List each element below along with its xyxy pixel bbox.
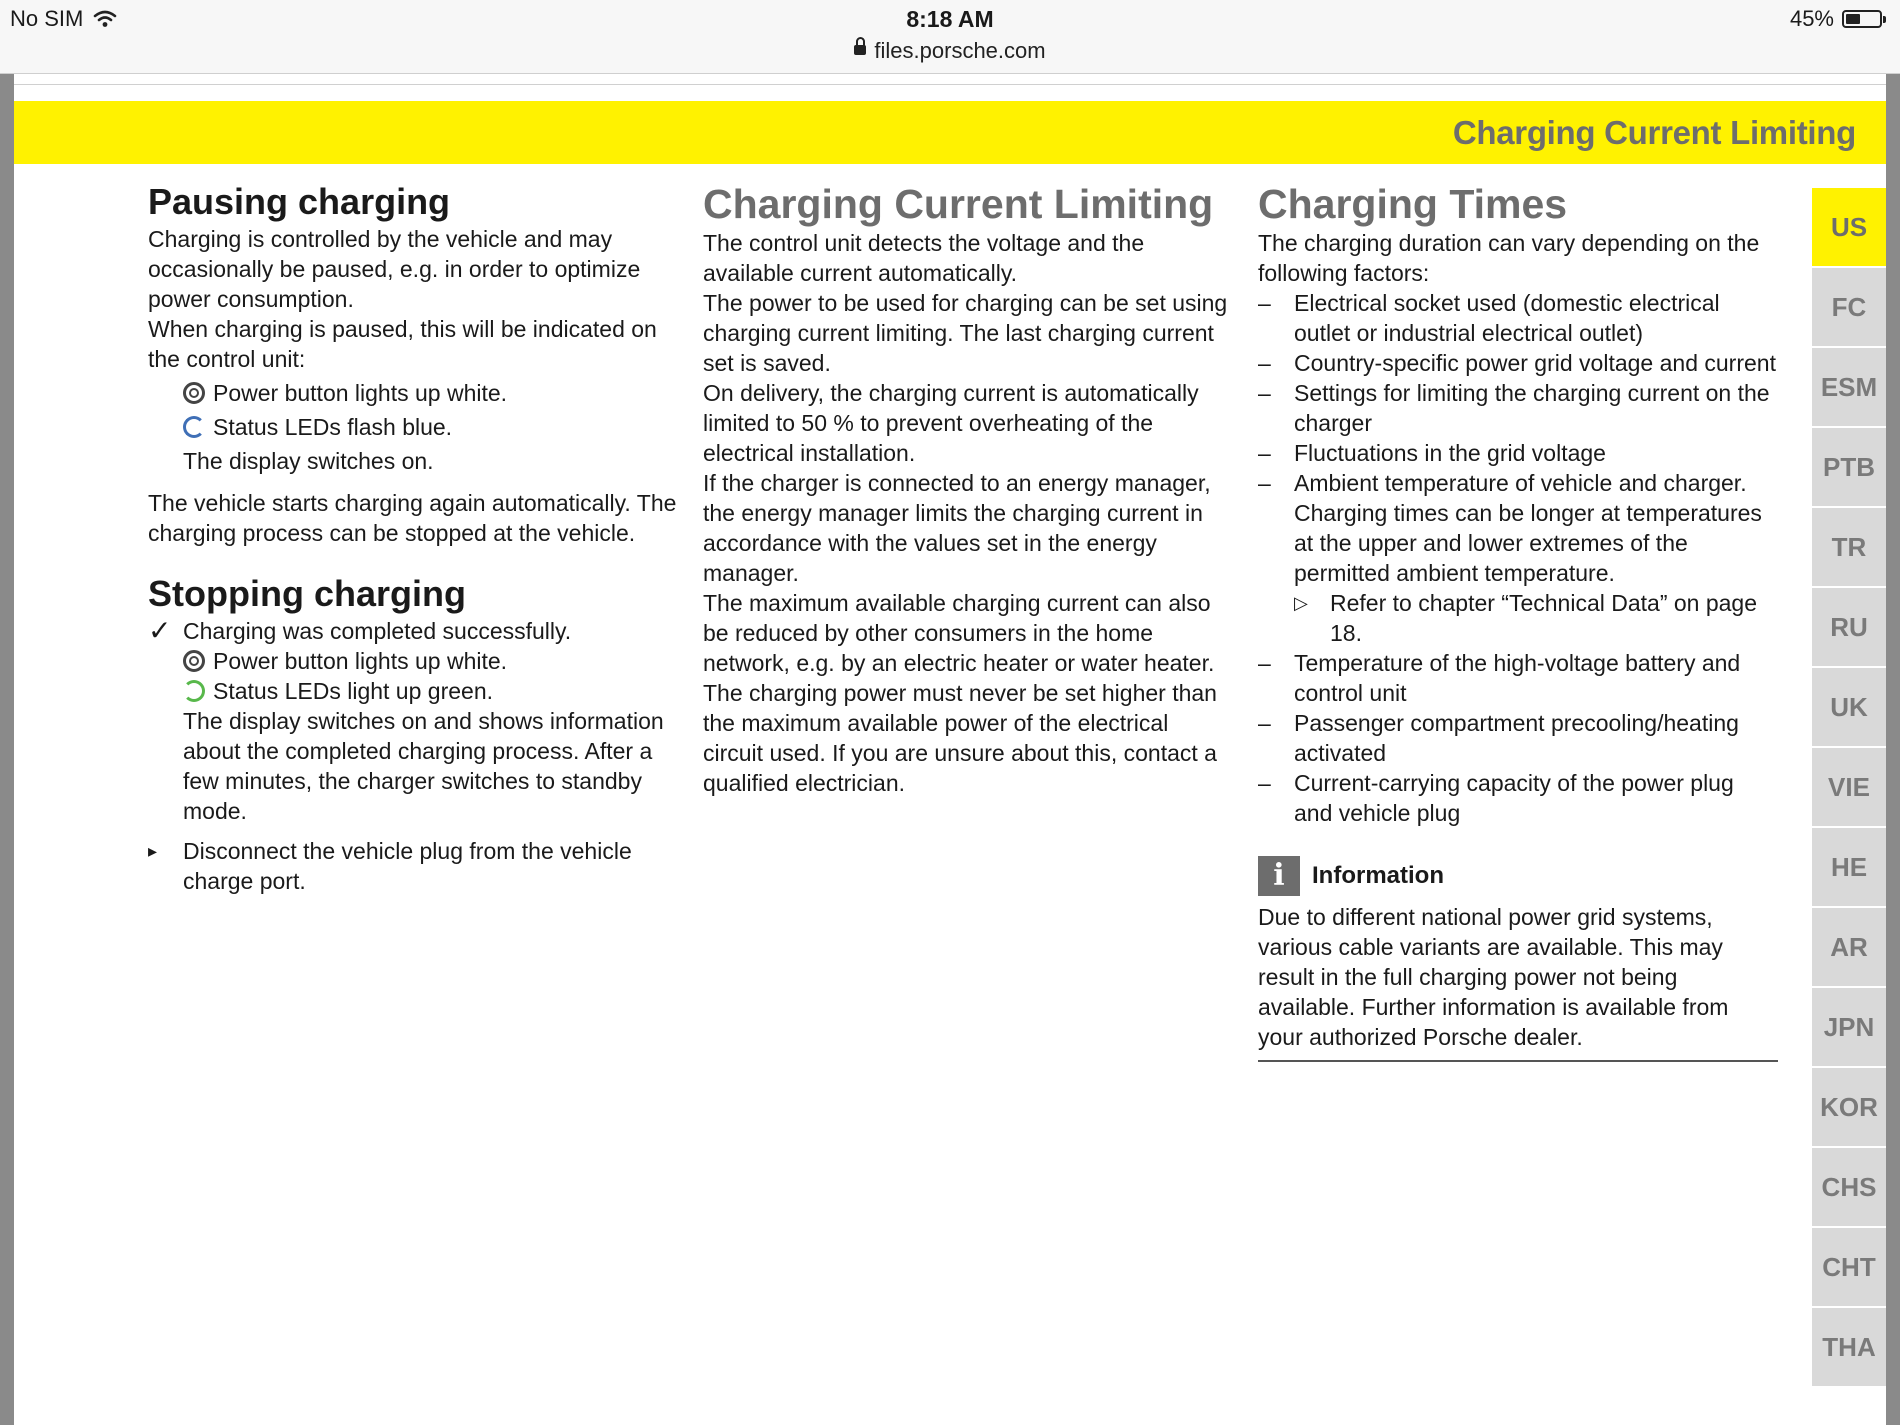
language-tabs (1812, 188, 1886, 1388)
factor-item (1258, 378, 1778, 438)
page-top-edge (14, 74, 1886, 85)
tab-jpn[interactable]: JPN (1812, 988, 1886, 1066)
tab-ar[interactable]: AR (1812, 908, 1886, 986)
status-bar (0, 0, 1900, 74)
pausing-leds-text: Status LEDs flash blue. (213, 414, 453, 440)
address-bar[interactable] (0, 38, 1900, 64)
factor-item (1258, 648, 1778, 708)
factor-item (1258, 288, 1778, 348)
stopping-completed-text: Charging was completed successfully. (183, 618, 572, 644)
dash-marker: – (1258, 710, 1271, 736)
carrier-label: No SIM (10, 6, 84, 31)
stopping-leds-text: Status LEDs light up green. (213, 678, 493, 704)
information-title: Information (1312, 862, 1444, 889)
dash-marker: – (1258, 350, 1271, 376)
url-text: files.porsche.com (874, 38, 1046, 63)
section-banner (14, 101, 1886, 164)
dash-marker: – (1258, 380, 1271, 406)
factor-text: Passenger compartment precooling/heating activated (1294, 710, 1739, 766)
pausing-paragraph-2: When charging is paused, this will be indicated on the control unit: (148, 316, 657, 372)
pausing-power-row (148, 378, 678, 408)
stopping-leds-row (148, 676, 678, 706)
factor-item (1258, 768, 1778, 828)
tab-ptb[interactable]: PTB (1812, 428, 1886, 506)
battery-icon (1842, 10, 1882, 28)
column-current-limiting (703, 180, 1233, 798)
pausing-leds-row (148, 412, 678, 442)
status-led-blue-icon (183, 416, 205, 438)
current-limiting-p3: On delivery, the charging current is automatically limited to 50 % to prevent overheating of the electrical installation. (703, 380, 1199, 466)
stopping-heading: Stopping charging (148, 573, 466, 614)
reference-text: Refer to chapter “Technical Data” on page 18. (1330, 590, 1758, 646)
banner-title: Charging Current Limiting (1452, 114, 1856, 151)
stopping-display-text: The display switches on and shows information about the completed charging process. After a few minutes, the charger switches to standby mode. (183, 708, 664, 824)
tab-kor[interactable]: KOR (1812, 1068, 1886, 1146)
current-limiting-p2: The power to be used for charging can be set using charging current limiting. The last charging current set is saved. (703, 290, 1228, 376)
pausing-power-text: Power button lights up white. (213, 380, 508, 406)
dash-marker: – (1258, 440, 1271, 466)
tab-uk[interactable]: UK (1812, 668, 1886, 746)
factor-text: Fluctuations in the grid voltage (1294, 440, 1606, 466)
battery-fill (1846, 14, 1860, 24)
tab-chs[interactable]: CHS (1812, 1148, 1886, 1226)
column-pausing-stopping (148, 180, 678, 896)
tab-us[interactable]: US (1812, 188, 1886, 266)
reference-arrow-icon: ▷ (1294, 593, 1308, 613)
factor-item (1258, 708, 1778, 768)
current-limiting-p6: The charging power must never be set higher than the maximum available power of the electrical circuit used. If you are unsure about this, contact a qualified electrician. (703, 680, 1217, 796)
document-page (14, 74, 1886, 1425)
power-button-icon (183, 382, 205, 404)
stopping-completed-row (148, 616, 678, 646)
status-right (1790, 6, 1882, 32)
stopping-power-text: Power button lights up white. (213, 648, 508, 674)
factor-text: Country-specific power grid voltage and current (1294, 350, 1776, 376)
charging-times-intro: The charging duration can vary depending on the following factors: (1258, 230, 1760, 286)
power-button-icon (183, 650, 205, 672)
check-icon: ✓ (148, 615, 172, 646)
column-charging-times (1258, 180, 1778, 1062)
dash-marker: – (1258, 290, 1271, 316)
pausing-paragraph-1: Charging is controlled by the vehicle and may occasionally be paused, e.g. in order to optimize power consumption. (148, 226, 641, 312)
pausing-heading: Pausing charging (148, 181, 451, 222)
factor-text: Ambient temperature of vehicle and charger. Charging times can be longer at temperatures at the upper and lower extremes of the permitted ambient temperature. (1294, 470, 1762, 586)
tab-he[interactable]: HE (1812, 828, 1886, 906)
stopping-action-row (148, 836, 678, 896)
tab-tha[interactable]: THA (1812, 1308, 1886, 1386)
battery-percent: 45% (1789, 6, 1834, 31)
current-limiting-p5: The maximum available charging current can also be reduced by other consumers in the home network, e.g. by an electric heater or water heater. (703, 590, 1215, 676)
information-icon: i (1258, 856, 1300, 896)
stopping-action-text: Disconnect the vehicle plug from the vehicle charge port. (183, 838, 632, 894)
factor-text: Settings for limiting the charging current on the charger (1294, 380, 1770, 436)
lock-icon (854, 45, 866, 55)
tab-ru[interactable]: RU (1812, 588, 1886, 666)
chapter-reference[interactable] (1258, 588, 1778, 648)
information-text: Due to different national power grid systems, various cable variants are available. This may result in the full charging power not being available. Further information is available from your authorized Porsche dealer. (1258, 902, 1778, 1062)
tab-fc[interactable]: FC (1812, 268, 1886, 346)
dash-marker: – (1258, 770, 1271, 796)
information-header (1258, 856, 1778, 896)
factor-item (1258, 468, 1778, 588)
tab-cht[interactable]: CHT (1812, 1228, 1886, 1306)
clock: 8:18 AM (906, 6, 994, 32)
tab-tr[interactable]: TR (1812, 508, 1886, 586)
charging-times-heading: Charging Times (1258, 181, 1568, 227)
dash-marker: – (1258, 470, 1271, 496)
current-limiting-heading: Charging Current Limiting (703, 181, 1214, 227)
current-limiting-p1: The control unit detects the voltage and the available current automatically. (703, 230, 1145, 286)
pausing-paragraph-3: The vehicle starts charging again automatically. The charging process can be stopped at the vehicle. (148, 490, 677, 546)
action-arrow-icon: ▸ (148, 841, 158, 861)
factor-item (1258, 348, 1778, 378)
factor-text: Current-carrying capacity of the power plug and vehicle plug (1294, 770, 1734, 826)
tab-esm[interactable]: ESM (1812, 348, 1886, 426)
status-led-green-icon (183, 680, 205, 702)
dash-marker: – (1258, 650, 1271, 676)
current-limiting-p4: If the charger is connected to an energy manager, the energy manager limits the charging current in accordance with the values set in the energy manager. (703, 470, 1211, 586)
factor-text: Temperature of the high-voltage battery and control unit (1294, 650, 1741, 706)
factor-text: Electrical socket used (domestic electrical outlet or industrial electrical outlet) (1294, 290, 1720, 346)
tab-vie[interactable]: VIE (1812, 748, 1886, 826)
pausing-display-text: The display switches on. (183, 448, 434, 474)
stopping-power-row (148, 646, 678, 676)
factor-item (1258, 438, 1778, 468)
